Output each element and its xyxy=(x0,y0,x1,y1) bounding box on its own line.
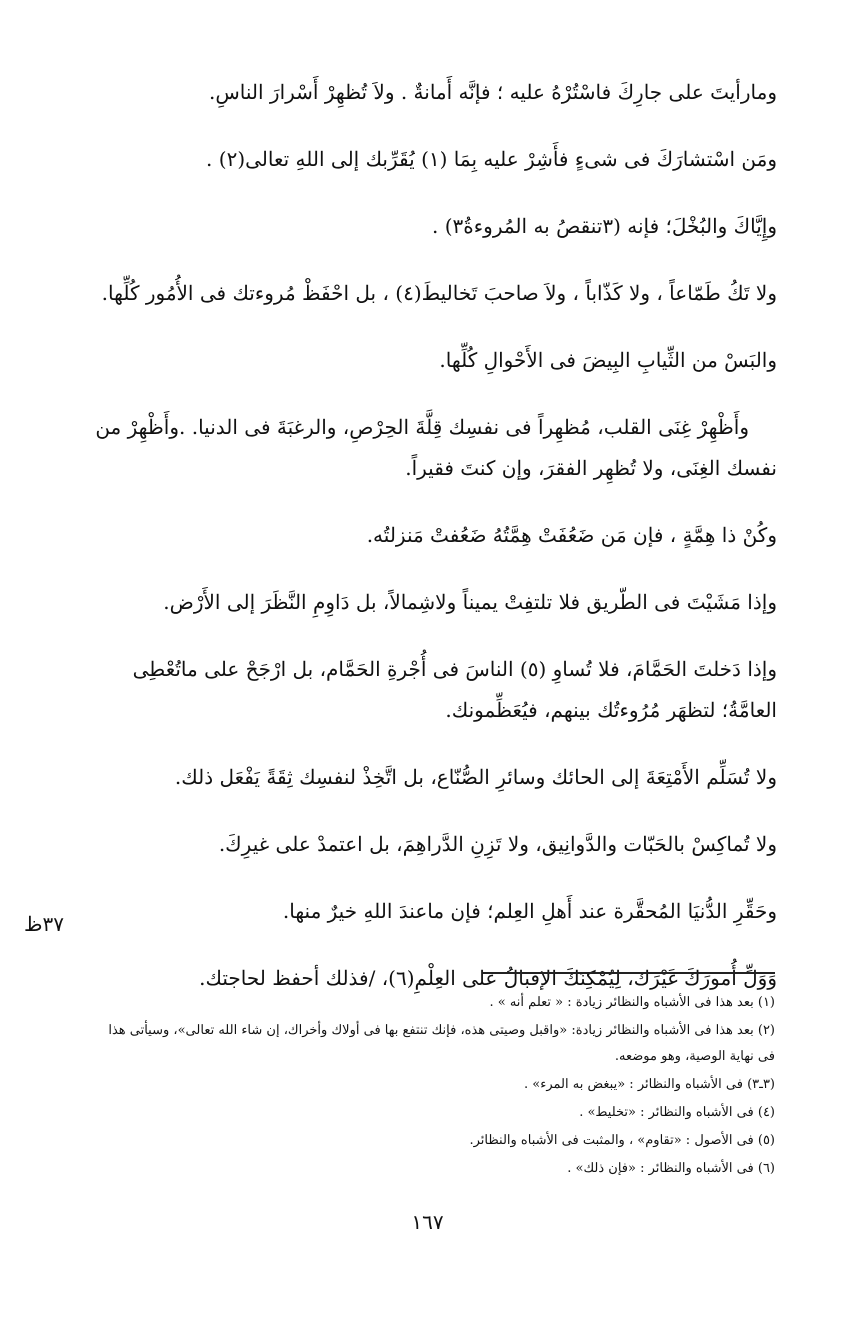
paragraph: ومَن اسْتشارَكَ فى شىءٍ فأَشِرْ عليه بِمَا (١) يُقَرِّبك إلى اللهِ تعالى(٢) . xyxy=(206,147,777,171)
manuscript-folio-marker: ٣٧ظ xyxy=(24,912,64,936)
footnote-divider xyxy=(483,972,775,974)
paragraph: وإذا دَخلتَ الحَمَّامَ، فلا تُساوِ (٥) الناسَ فى أُجْرةِ الحَمَّام، بل ارْجَحْ على ماتُعْطِى العامَّةُ؛ لتظهَر مُرُوءتُك بينهم، فيُعَظِّمونك. xyxy=(132,657,777,722)
footnote: (١) بعد هذا فى الأشباه والنظائر زيادة : « تعلم أنه » . xyxy=(489,995,775,1010)
footnote: (٣ـ٣) فى الأشباه والنظائر : «يبغض به المرء» . xyxy=(524,1077,775,1092)
footnote: (٤) فى الأشباه والنظائر : «تخليط» . xyxy=(579,1105,775,1120)
footnote: (٢) بعد هذا فى الأشباه والنظائر زيادة: «واقبل وصيتى هذه، فإنك تنتفع بها فى أولاك وأخراك، إن شاء الله تعالى»، وسيأتى هذا فى نهاية الوصية، وهو موضعه. xyxy=(108,1023,775,1064)
paragraph: ولا تَكُ طَمّاعاً ، ولا كَذّاباً ، ولاَ صاحبَ تَخاليطَ(٤) ، بل احْفَظْ مُروءتك فى الأُمُور كُلِّها. xyxy=(101,281,777,305)
paragraph: وحَقِّرِ الدُّنيَا المُحقَّرة عند أَهلِ العِلم؛ فإن ماعندَ اللهِ خيرٌ منها. xyxy=(282,899,777,923)
footnotes xyxy=(90,990,775,1184)
page-number: ١٦٧ xyxy=(411,1210,444,1234)
paragraph: وإِيَّاكَ والبُخْلَ؛ فإنه (٣تنقصُ به المُروءةُ٣) . xyxy=(432,214,777,238)
paragraph: ولا تُسَلِّم الأَمْتِعَةَ إلى الحائك وسائرِ الصُّنّاع، بل اتَّخِذْ لنفسِك ثِقَةً يَفْعَل ذلك. xyxy=(174,765,777,789)
footnote: (٦) فى الأشباه والنظائر : «فإن ذلك» . xyxy=(567,1161,775,1176)
paragraph: وكُنْ ذا هِمَّةٍ ، فإن مَن ضَعُفَتْ هِمَّتُهُ ضَعُفتْ مَنزلتُه. xyxy=(366,523,777,547)
paragraph: والبَسْ من الثِّيابِ البِيضَ فى الأَحْوالِ كُلِّها. xyxy=(439,348,777,372)
footnote: (٥) فى الأصول : «تقاوم» ، والمثبت فى الأشباه والنظائر. xyxy=(469,1133,775,1148)
paragraph: ومارأيتَ على جارِكَ فاسْتُرْهُ عليه ؛ فإنَّه أَمانةٌ . ولاَ تُظهِرْ أَسْرارَ الناسِ. xyxy=(209,80,777,104)
paragraph: وإذا مَشَيْتَ فى الطّريق فلا تلتفِتْ يميناً ولاشِمالاً، بل دَاوِمِ النَّظَرَ إلى الأَرْض. xyxy=(163,590,777,614)
main-text xyxy=(90,72,777,1025)
paragraph: وَوَلِّ أُمورَكَ غَيْرَك، لِيُمْكِنَكَ الإقبالُ على العِلْمِ(٦)، /فذلك أحفظ لحاجتك. xyxy=(199,966,777,990)
paragraph: وأَظْهِرْ غِنَى القلب، مُظهِراً فى نفسِك قِلَّةَ الحِرْصِ، والرغبَةَ فى الدنيا. .وأَظْهِرْ من نفسك الغِنَى، ولا تُظهِر الفقرَ، وإن كنتَ فقيراً. xyxy=(95,415,777,480)
paragraph: ولا تُماكِسْ بالحَبّات والدَّوانِيق، ولا تَزِنِ الدَّراهِمَ، بل اعتمدْ على غيرِكَ. xyxy=(218,832,777,856)
